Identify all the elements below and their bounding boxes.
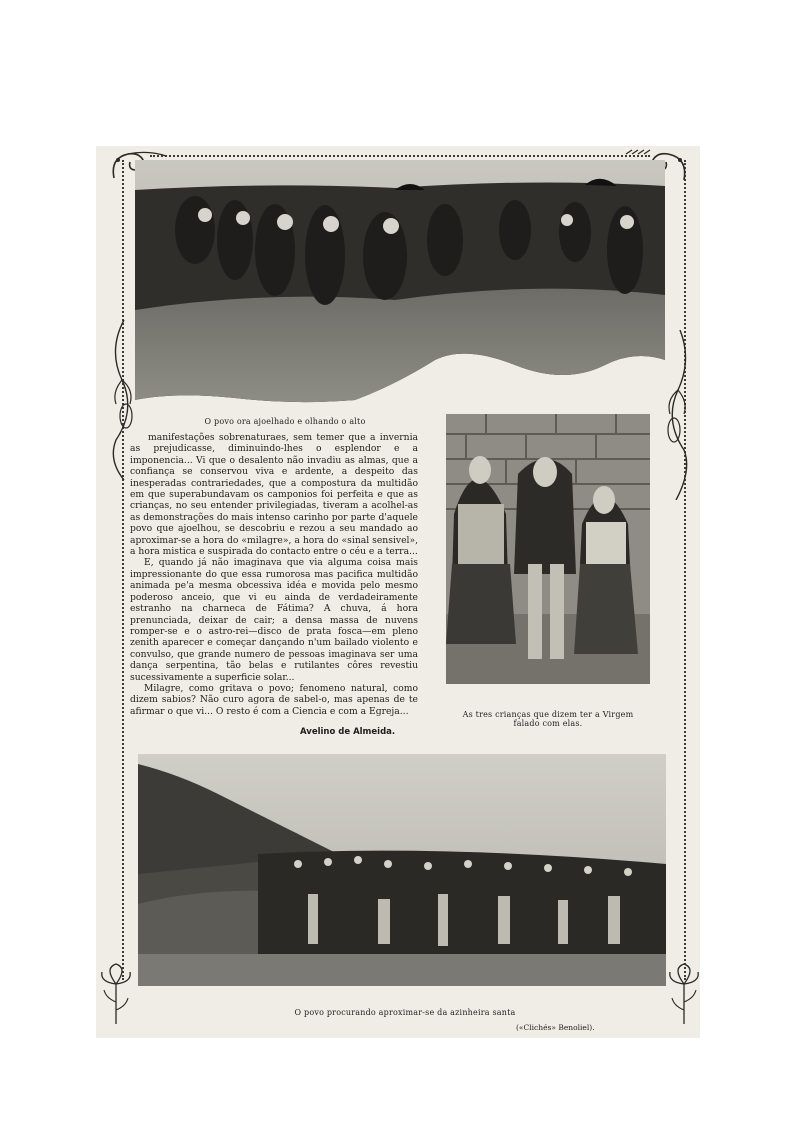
caption-crowd-approaching: O povo procurando aproximar-se da azinheira santa [294, 1008, 516, 1017]
photo-credit: («Clichés» Benoliel). [516, 1023, 595, 1032]
article-paragraph: Milagre, como gritava o povo; fenomeno natural, como dizem sabios? Não curo agora de sabel-o, mas apenas de te afirmar o que vi... O resto é com a Ciencia e com a Egreja... [130, 682, 418, 717]
photo-three-children [446, 414, 650, 684]
caption-three-children [446, 710, 650, 728]
article-body [130, 432, 418, 717]
flower-ornament-bottom-right [666, 962, 702, 1026]
caption-line: As tres crianças que dizem ter a Virgem [462, 710, 634, 719]
article-paragraph: manifestações sobrenaturaes, sem temer que a invernia as prejudicasse, diminuindo-lhes o esplendor e a imponencia... Vi que o desalento não invadiu as almas, que a confiança se conservou viva e ardente, a despeito das inesperadas contrariedades, que a compostura da multidão em que superabundavam os camponios foi perfeita e que as crianças, no seu entender privilegiadas, tiveram a acolhel-as as demonstrações do mais intenso carinho por parte d'aquele povo que ajoelhou, se descobriu e rezou a seu mandado ao aproximar-se a hora do «milagre», a hora do «sinal sensivel», a hora mistica e suspirada do contacto entre o céu e a terra... [130, 432, 418, 558]
caption-line: falado com elas. [513, 719, 583, 728]
frame-right-border [684, 160, 686, 980]
frame-left-border [122, 160, 124, 980]
frame-top-border [150, 155, 650, 157]
article-signature: Avelino de Almeida. [300, 727, 396, 737]
flower-ornament-bottom-left [98, 962, 134, 1026]
article-paragraph: E, quando já não imaginava que via alguma coisa mais impressionante do que essa rumorosa mas pacifica multidão animada pe'a mesma obcessiva idéa e movida pelo mesmo poderoso anceio, que vi eu ainda de verdadeiramente estranho na charneca de Fátima? A chuva, á hora prenunciada, deixar de cair; a densa massa de nuvens romper-se e o astro-rei—disco de prata fosca—em pleno zenith aparecer e começar dançando n'um bailado violento e convulso, que grande numero de pessoas imaginava ser uma dança serpentina, tão belas e rutilantes côres revestiu sucessivamente a superficie solar... [130, 557, 418, 683]
caption-crowd-kneeling: O povo ora ajoelhado e olhando o alto [204, 417, 366, 426]
photo-crowd-approaching [138, 754, 666, 986]
photo-crowd-kneeling [135, 160, 665, 405]
